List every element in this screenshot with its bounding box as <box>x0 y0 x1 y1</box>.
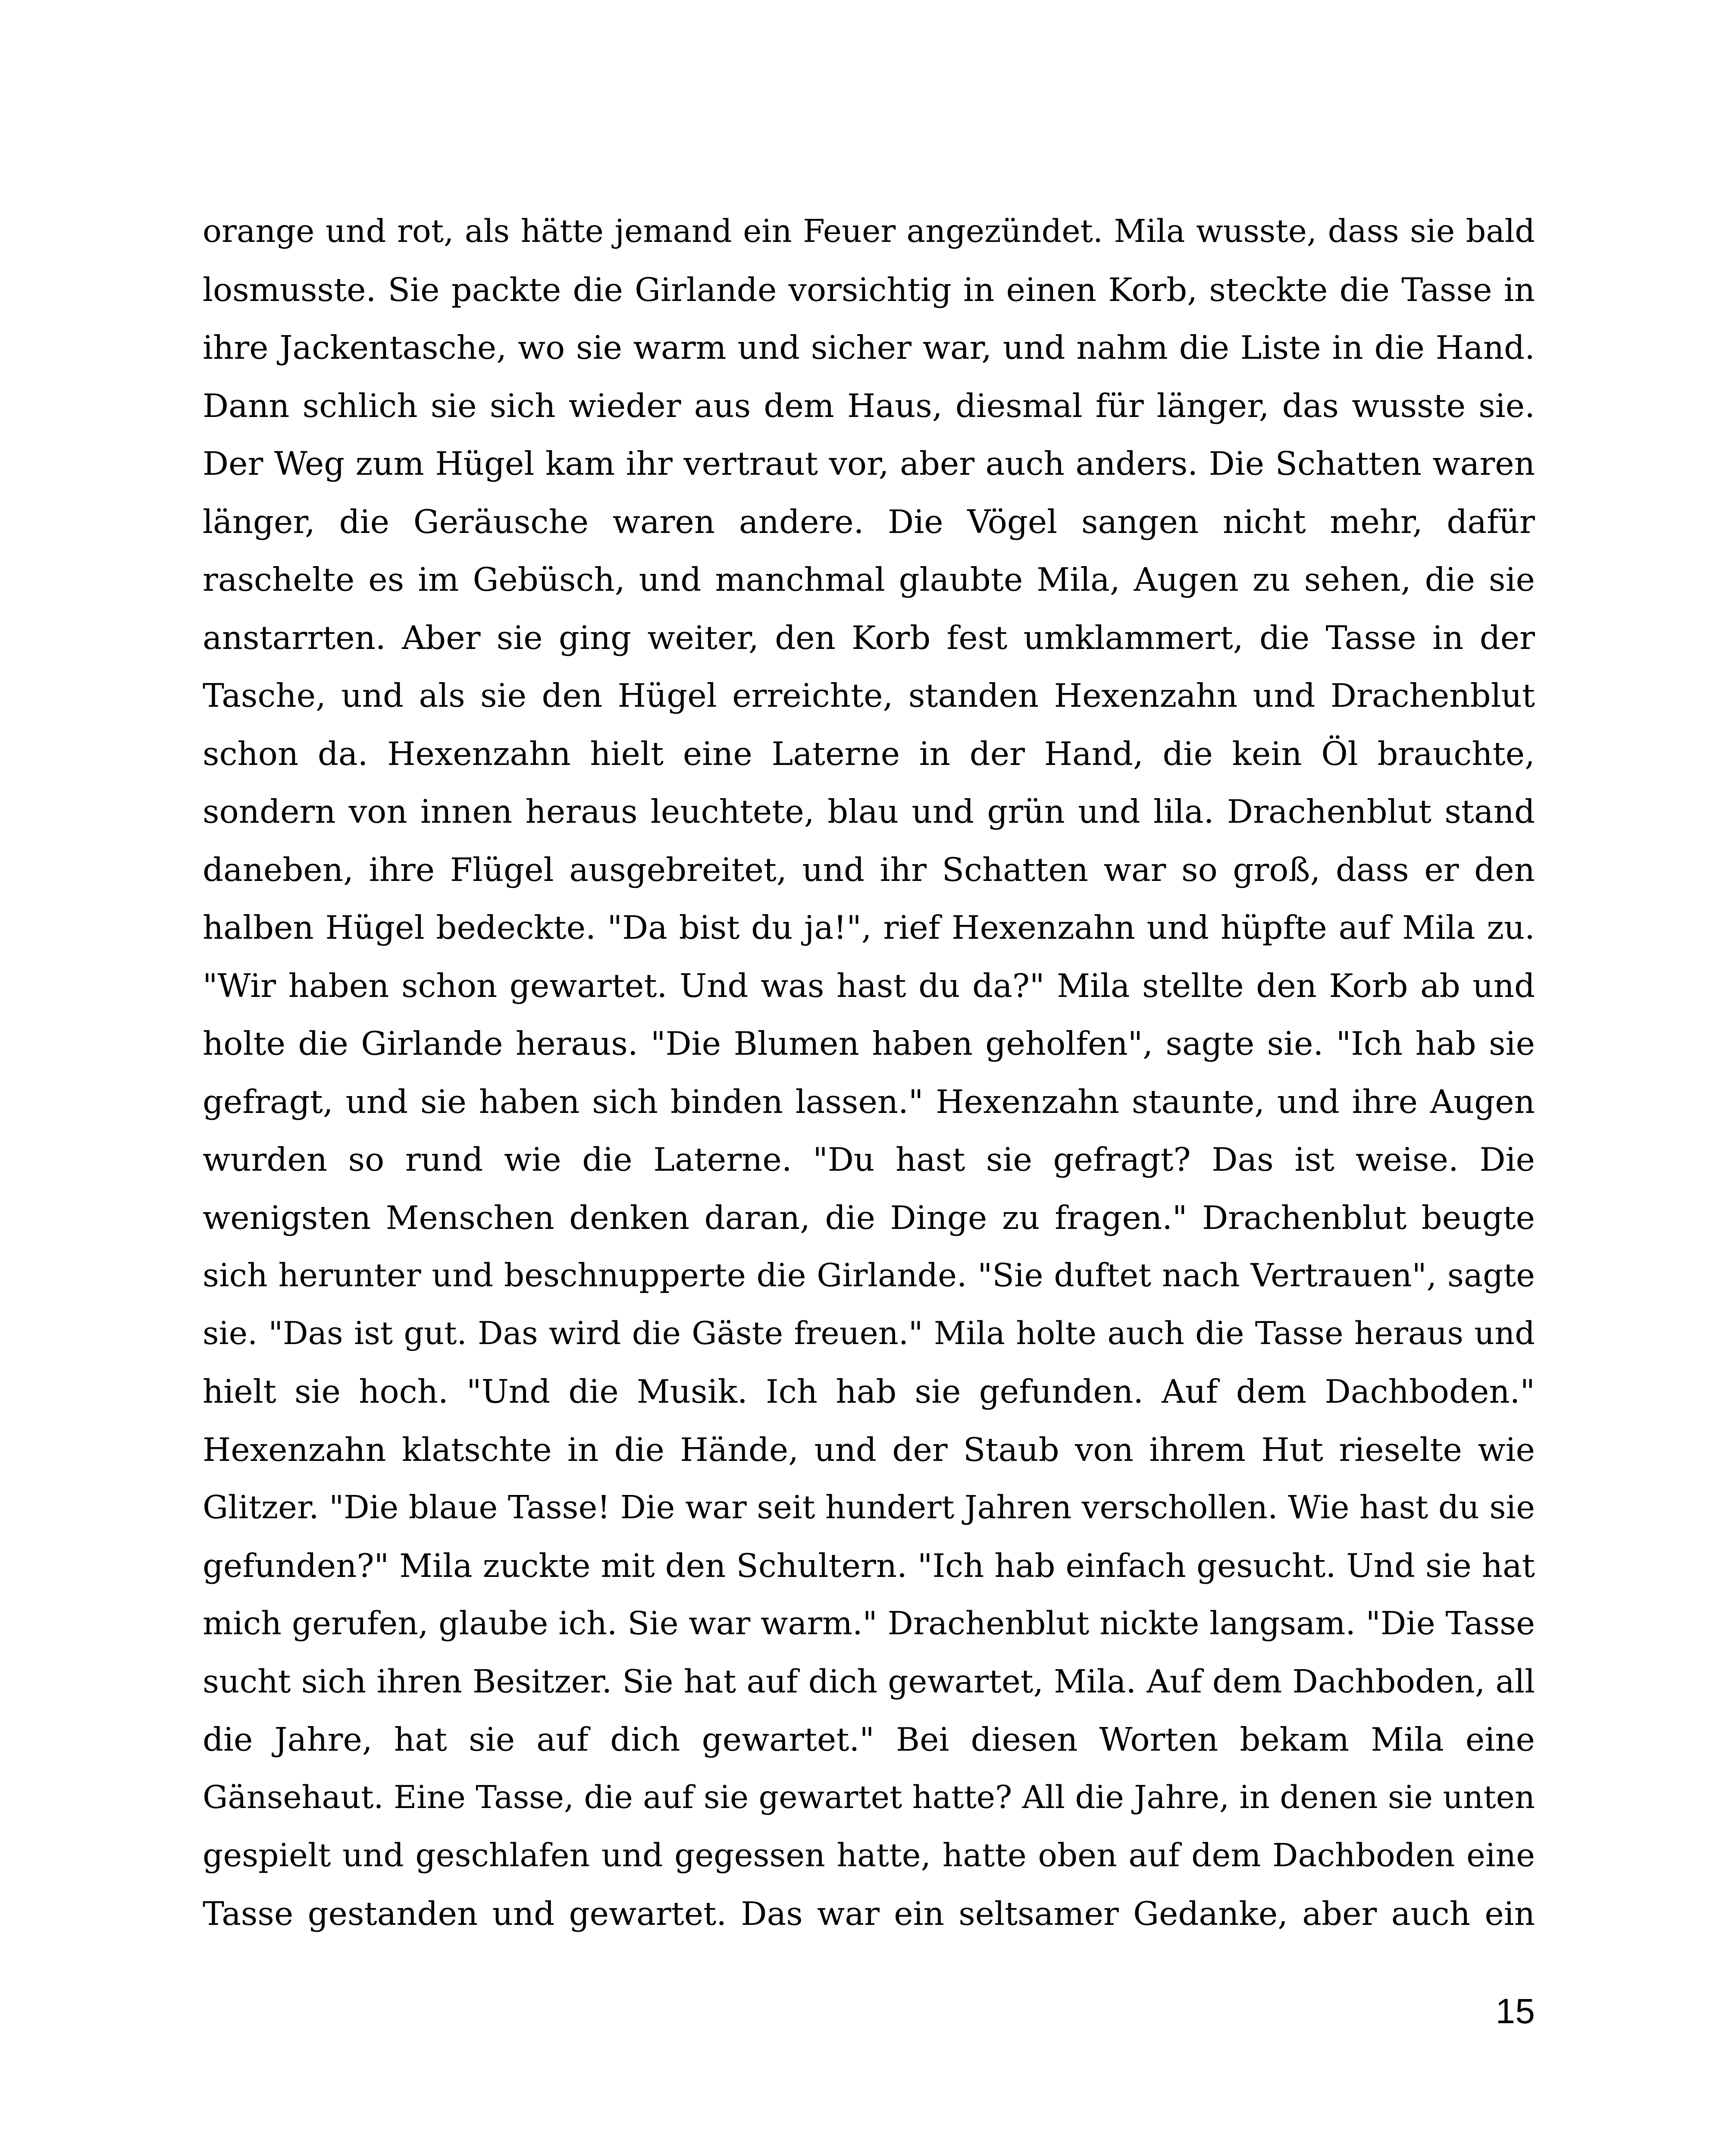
page-number: 15 <box>1495 1992 1535 2031</box>
text-line: länger, die Geräusche waren andere. Die Vögel sangen nicht mehr, dafür <box>203 502 1535 541</box>
text-line: Glitzer. "Die blaue Tasse! Die war seit hundert Jahren verschollen. Wie hast du sie <box>203 1489 1535 1526</box>
text-line: sondern von innen heraus leuchtete, blau und grün und lila. Drachenblut stand <box>203 793 1535 830</box>
text-line: Dann schlich sie sich wieder aus dem Haus, diesmal für länger, das wusste sie. <box>203 386 1535 425</box>
text-line: halben Hügel bedeckte. "Da bist du ja!", rief Hexenzahn und hüpfte auf Mila zu. <box>203 909 1535 946</box>
text-line: daneben, ihre Flügel ausgebreitet, und ihr Schatten war so groß, dass er den <box>203 850 1535 889</box>
text-line: Der Weg zum Hügel kam ihr vertraut vor, aber auch anders. Die Schatten waren <box>203 445 1535 483</box>
body-text <box>203 203 1535 1943</box>
text-line: wenigsten Menschen denken daran, die Dinge zu fragen." Drachenblut beugte <box>203 1198 1535 1237</box>
text-line: gefragt, und sie haben sich binden lassen." Hexenzahn staunte, und ihre Augen <box>203 1082 1535 1121</box>
text-line: hielt sie hoch. "Und die Musik. Ich hab sie gefunden. Auf dem Dachboden." <box>203 1373 1535 1410</box>
text-line: Gänsehaut. Eine Tasse, die auf sie gewartet hatte? All die Jahre, in denen sie unten <box>203 1779 1535 1816</box>
text-line: gefunden?" Mila zuckte mit den Schultern. "Ich hab einfach gesucht. Und sie hat <box>203 1546 1535 1585</box>
text-line: Hexenzahn klatschte in die Hände, und der Staub von ihrem Hut rieselte wie <box>203 1430 1535 1469</box>
text-line: ihre Jackentasche, wo sie warm und sicher war, und nahm die Liste in die Hand. <box>203 329 1535 367</box>
text-line: "Wir haben schon gewartet. Und was hast du da?" Mila stellte den Korb ab und <box>203 966 1535 1005</box>
text-line: losmusste. Sie packte die Girlande vorsichtig in einen Korb, steckte die Tasse in <box>203 270 1535 309</box>
text-line: Tasche, und als sie den Hügel erreichte, standen Hexenzahn und Drachenblut <box>203 677 1535 714</box>
text-line: schon da. Hexenzahn hielt eine Laterne in der Hand, die kein Öl brauchte, <box>203 734 1535 773</box>
text-line: anstarrten. Aber sie ging weiter, den Korb fest umklammert, die Tasse in der <box>203 618 1535 657</box>
text-line: sie. "Das ist gut. Das wird die Gäste freuen." Mila holte auch die Tasse heraus und <box>203 1315 1535 1352</box>
text-line: mich gerufen, glaube ich. Sie war warm." Drachenblut nickte langsam. "Die Tasse <box>203 1605 1535 1642</box>
text-line: wurden so rund wie die Laterne. "Du hast sie gefragt? Das ist weise. Die <box>203 1141 1535 1178</box>
text-line: orange und rot, als hätte jemand ein Feuer angezündet. Mila wusste, dass sie bald <box>203 213 1535 250</box>
text-line: Tasse gestanden und gewartet. Das war ein seltsamer Gedanke, aber auch ein <box>203 1894 1535 1933</box>
text-line: sucht sich ihren Besitzer. Sie hat auf dich gewartet, Mila. Auf dem Dachboden, all <box>203 1663 1535 1700</box>
text-line: raschelte es im Gebüsch, und manchmal glaubte Mila, Augen zu sehen, die sie <box>203 561 1535 599</box>
text-line: gespielt und geschlafen und gegessen hatte, hatte oben auf dem Dachboden eine <box>203 1837 1535 1874</box>
text-line: holte die Girlande heraus. "Die Blumen haben geholfen", sagte sie. "Ich hab sie <box>203 1025 1535 1062</box>
text-line: die Jahre, hat sie auf dich gewartet." Bei diesen Worten bekam Mila eine <box>203 1720 1535 1758</box>
text-line: sich herunter und beschnupperte die Girlande. "Sie duftet nach Vertrauen", sagte <box>203 1257 1535 1294</box>
